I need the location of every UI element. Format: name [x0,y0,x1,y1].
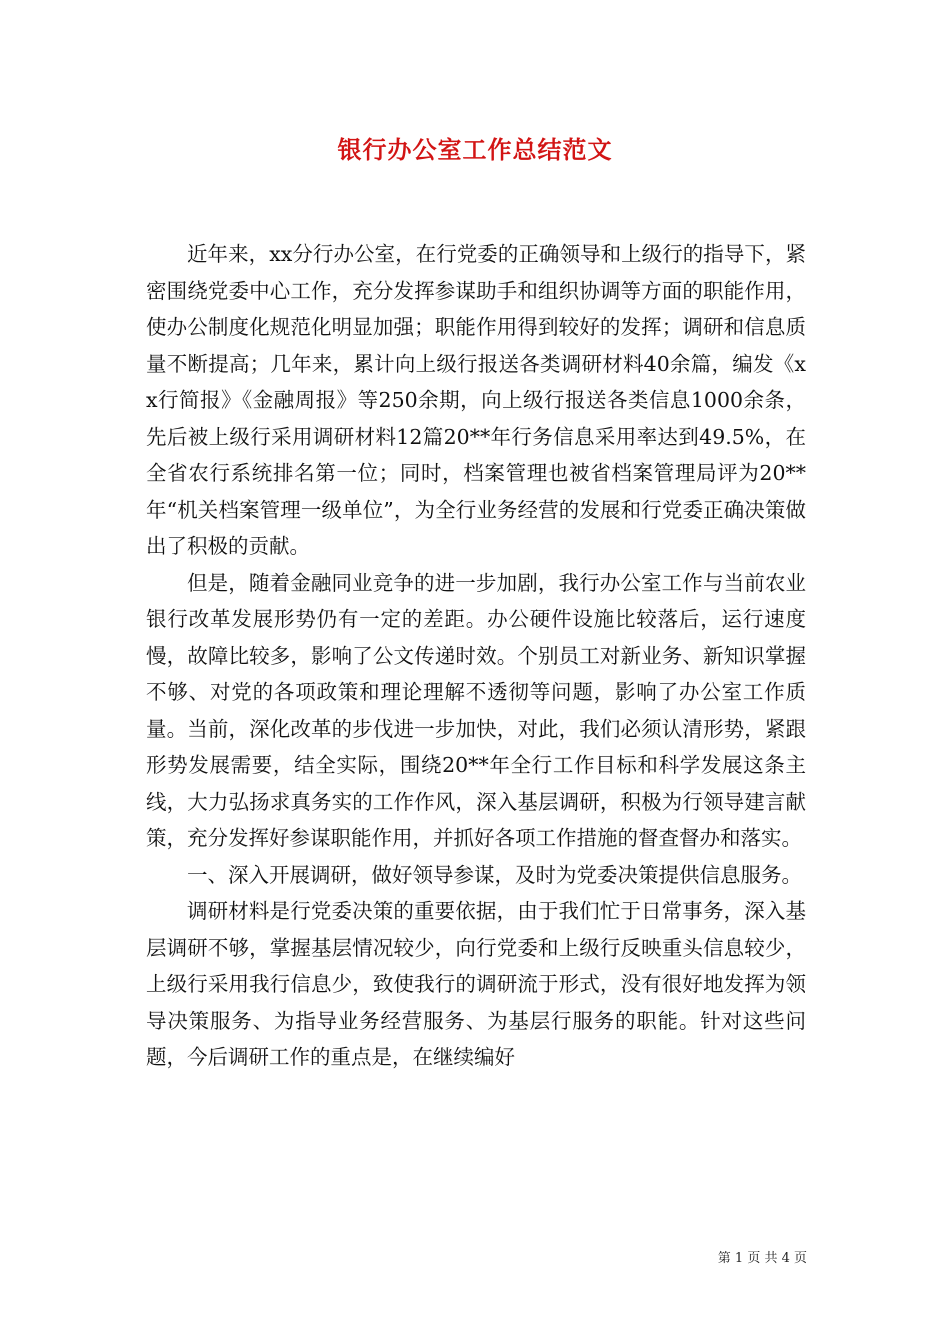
paragraph-research: 调研材料是行党委决策的重要依据，由于我们忙于日常事务，深入基层调研不够，掌握基层情况较少，向行党委和上级行反映重头信息较少，上级行采用我行信息少，致使我行的调研流于形式，没有很好地发挥为领导决策服务、为指导业务经营服务、为基层行服务的职能。针对这些问题，今后调研工作的重点是，在继续编好 [146,899,806,1069]
paragraph-gap: 但是，随着金融同业竞争的进一步加剧，我行办公室工作与当前农业银行改革发展形势仍有一定的差距。办公硬件设施比较落后，运行速度慢，故障比较多，影响了公文传递时效。个别员工对新业务、新知识掌握不够、对党的各项政策和理论理解不透彻等问题，影响了办公室工作质量。当前，深化改革的步伐进一步加快，对此，我们必须认清形势，紧跟形势发展需要，结全实际，围绕20**年全行工作目标和科学发展这条主线，大力弘扬求真务实的工作作风，深入基层调研，积极为行领导建言献策，充分发挥好参谋职能作用，并抓好各项工作措施的督查督办和落实。 [146,570,806,850]
document-body [146,236,806,1076]
document-title: 银行办公室工作总结范文 [337,135,613,164]
paragraph-section-heading: 一、深入开展调研，做好领导参谋，及时为党委决策提供信息服务。 [187,862,802,887]
paragraph-intro: 近年来，xx分行办公室，在行党委的正确领导和上级行的指导下，紧密围绕党委中心工作，充分发挥参谋助手和组织协调等方面的职能作用，使办公制度化规范化明显加强；职能作用得到较好的发挥；调研和信息质量不断提高；几年来，累计向上级行报送各类调研材料40余篇，编发《xx行简报》《金融周报》等250余期，向上级行报送各类信息1000余条，先后被上级行采用调研材料12篇20**年行务信息采用率达到49.5%，在全省农行系统排名第一位；同时，档案管理也被省档案管理局评为20**年“机关档案管理一级单位”，为全行业务经营的发展和行党委正确决策做出了积极的贡献。 [146,242,806,558]
page-footer: 第 1 页 共 4 页 [717,1251,807,1266]
